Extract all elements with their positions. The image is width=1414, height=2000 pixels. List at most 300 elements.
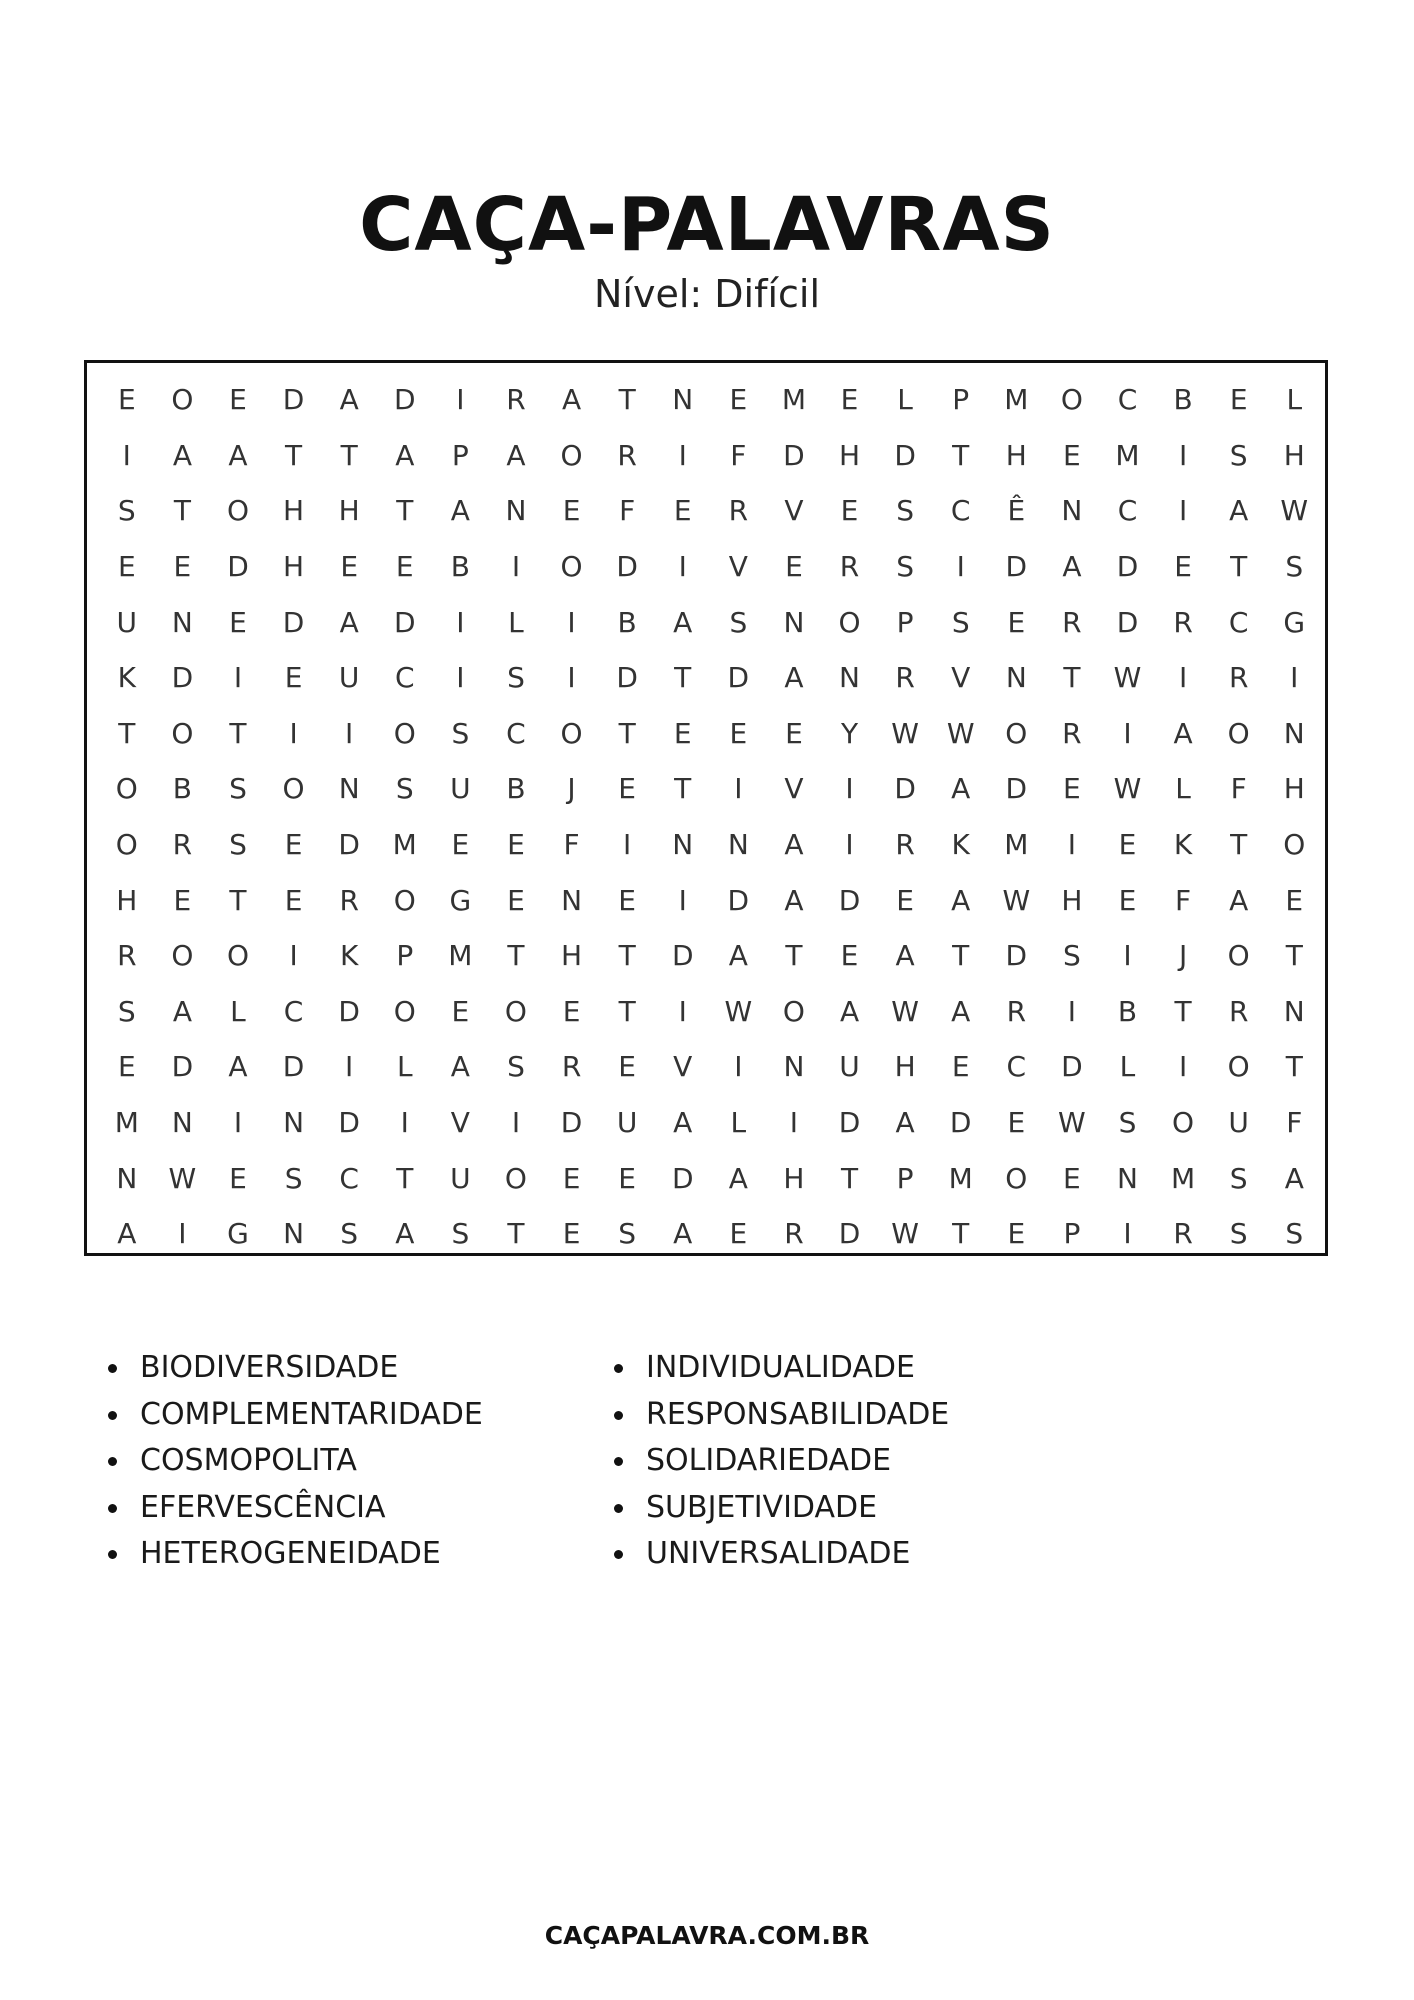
grid-letter: T <box>507 939 525 973</box>
grid-letter: I <box>678 994 687 1028</box>
grid-letter: A <box>784 883 804 917</box>
grid-letter: A <box>673 1217 693 1251</box>
grid-letter: L <box>897 383 913 417</box>
grid-letter: P <box>952 383 970 417</box>
grid-letter: I <box>567 605 576 639</box>
grid-letter: A <box>951 772 971 806</box>
grid-letter: I <box>1178 661 1188 695</box>
grid-letter: D <box>1005 772 1028 806</box>
grid-letter: T <box>229 883 247 917</box>
grid-letter: E <box>229 383 247 417</box>
grid-letter: W <box>891 1217 919 1251</box>
grid-letter: N <box>672 383 694 417</box>
grid-letter: D <box>727 661 750 695</box>
grid-letter: S <box>1285 550 1304 584</box>
grid-letter: A <box>228 438 248 472</box>
grid-letter: H <box>838 438 861 472</box>
grid-letter: T <box>785 939 803 973</box>
grid-letter: R <box>895 828 915 862</box>
grid-letter: D <box>894 438 916 472</box>
grid-letter: I <box>1178 494 1188 528</box>
grid-letter: B <box>1173 383 1193 417</box>
grid-letter: D <box>838 1106 861 1140</box>
grid-letter: R <box>117 939 137 973</box>
grid-letter: R <box>1228 994 1249 1028</box>
word-list-item: RESPONSABILIDADE <box>612 1392 949 1439</box>
grid-letter: A <box>951 994 971 1028</box>
grid-letter: L <box>230 994 246 1028</box>
grid-letter: D <box>616 661 638 695</box>
grid-letter: R <box>839 550 860 584</box>
grid-letter: L <box>1119 1050 1136 1084</box>
word-list-item: COSMOPOLITA <box>106 1438 483 1485</box>
grid-letter: T <box>840 1161 859 1195</box>
grid-letter: H <box>283 550 305 584</box>
grid-letter: H <box>116 883 138 917</box>
grid-letter: T <box>173 494 191 528</box>
grid-letter: N <box>505 494 527 528</box>
grid-letter: A <box>728 939 748 973</box>
grid-letter: W <box>1058 1106 1086 1140</box>
grid-letter: U <box>450 1161 471 1195</box>
grid-letter: O <box>504 1161 527 1195</box>
grid-letter: V <box>450 1106 470 1140</box>
grid-letter: E <box>729 716 748 750</box>
grid-letter: A <box>1062 550 1082 584</box>
grid-letter: R <box>895 661 915 695</box>
grid-letter: E <box>1007 605 1026 639</box>
grid-letter: B <box>617 605 637 639</box>
word-list-item: SUBJETIVIDADE <box>612 1485 949 1532</box>
grid-letter: S <box>229 772 247 806</box>
grid-letter: A <box>895 1106 915 1140</box>
grid-letter: E <box>173 883 192 917</box>
grid-letter: I <box>233 1106 243 1140</box>
grid-letter: A <box>951 883 971 917</box>
grid-letter: T <box>952 438 970 472</box>
grid-letter: I <box>567 661 576 695</box>
grid-letter: A <box>784 661 804 695</box>
grid-letter: R <box>1228 661 1249 695</box>
grid-letter: O <box>115 828 138 862</box>
grid-letter: B <box>1117 994 1138 1028</box>
difficulty-level: Nível: Difícil <box>593 272 821 316</box>
grid-letter: B <box>172 772 192 806</box>
grid-letter: R <box>506 383 526 417</box>
grid-letter: N <box>1283 994 1305 1028</box>
grid-letter: W <box>1280 494 1309 528</box>
grid-letter: O <box>782 994 805 1028</box>
grid-letter: R <box>1006 994 1027 1028</box>
grid-letter: C <box>506 716 526 750</box>
grid-letter: D <box>282 383 305 417</box>
grid-letter: D <box>616 550 638 584</box>
grid-letter: E <box>117 550 136 584</box>
grid-letter: D <box>671 1161 694 1195</box>
grid-letter: T <box>618 994 636 1028</box>
grid-letter: I <box>289 716 298 750</box>
grid-letter: E <box>1007 1106 1026 1140</box>
grid-letter: A <box>506 438 526 472</box>
grid-letter: D <box>171 661 194 695</box>
grid-letter: S <box>1063 939 1081 973</box>
grid-letter: T <box>618 383 636 417</box>
grid-letter: O <box>1227 939 1250 973</box>
grid-letter: E <box>1118 883 1137 917</box>
grid-letter: F <box>1286 1106 1303 1140</box>
grid-letter: K <box>1173 828 1193 862</box>
grid-letter: E <box>618 1161 636 1195</box>
grid-letter: T <box>340 438 358 472</box>
grid-letter: W <box>1113 772 1142 806</box>
grid-letter: D <box>783 438 805 472</box>
grid-letter: G <box>449 883 472 917</box>
grid-letter: O <box>1227 1050 1250 1084</box>
grid-letter: D <box>671 939 694 973</box>
grid-letter: A <box>673 605 693 639</box>
grid-letter: L <box>1175 772 1191 806</box>
grid-letter: T <box>1230 828 1248 862</box>
word-list-column-2 <box>612 1345 949 1578</box>
grid-letter: M <box>114 1106 139 1140</box>
grid-letter: O <box>1005 716 1028 750</box>
grid-letter: D <box>338 994 360 1028</box>
grid-letter: I <box>734 1050 743 1084</box>
grid-letter: G <box>227 1217 249 1251</box>
grid-letter: L <box>508 605 524 639</box>
grid-letter: I <box>1178 438 1188 472</box>
grid-letter: A <box>561 383 582 417</box>
grid-letter: S <box>1118 1106 1137 1140</box>
grid-letter: T <box>507 1217 525 1251</box>
grid-letter: O <box>1172 1106 1195 1140</box>
grid-letter: N <box>783 1050 805 1084</box>
grid-letter: N <box>783 605 805 639</box>
grid-letter: A <box>1284 1161 1304 1195</box>
grid-letter: D <box>282 605 305 639</box>
grid-letter: H <box>1283 772 1305 806</box>
grid-letter: D <box>560 1106 583 1140</box>
grid-letter: I <box>1123 939 1132 973</box>
grid-letter: E <box>117 383 136 417</box>
grid-letter: R <box>784 1217 804 1251</box>
grid-letter: S <box>451 1217 470 1251</box>
grid-letter: D <box>338 1106 360 1140</box>
grid-letter: S <box>340 1217 359 1251</box>
grid-letter: I <box>678 883 687 917</box>
grid-letter: A <box>673 1106 693 1140</box>
grid-letter: A <box>895 939 915 973</box>
grid-letter: O <box>504 994 527 1028</box>
grid-letter: V <box>728 550 748 584</box>
grid-letter: N <box>283 1106 305 1140</box>
grid-letter: N <box>116 1161 138 1195</box>
grid-letter: U <box>116 605 138 639</box>
grid-letter: W <box>724 994 753 1028</box>
grid-letter: O <box>393 716 416 750</box>
grid-letter: E <box>1007 1217 1026 1251</box>
grid-letter: K <box>339 939 359 973</box>
grid-letter: R <box>617 438 637 472</box>
grid-letter: T <box>1285 939 1303 973</box>
grid-letter: U <box>1228 1106 1249 1140</box>
grid-letter: S <box>1229 1161 1248 1195</box>
grid-letter: E <box>1063 1161 1081 1195</box>
grid-letter: O <box>282 772 305 806</box>
grid-letter: I <box>1067 994 1077 1028</box>
grid-letter: S <box>451 716 470 750</box>
grid-letter: T <box>618 716 636 750</box>
grid-letter: M <box>448 939 473 973</box>
grid-letter: A <box>172 994 192 1028</box>
grid-letter: S <box>618 1217 637 1251</box>
grid-letter: D <box>1005 550 1028 584</box>
grid-letter: T <box>618 939 636 973</box>
grid-letter: O <box>393 883 416 917</box>
grid-letter: W <box>168 1161 197 1195</box>
grid-letter: O <box>171 716 194 750</box>
grid-letter: E <box>507 828 525 862</box>
grid-letter: M <box>392 828 417 862</box>
grid-letter: S <box>1229 1217 1248 1251</box>
grid-letter: I <box>1290 661 1299 695</box>
grid-letter: I <box>345 716 354 750</box>
grid-letter: H <box>338 494 360 528</box>
grid-letter: E <box>618 883 636 917</box>
grid-letter: N <box>672 828 694 862</box>
grid-letter: O <box>171 939 194 973</box>
grid-letter: N <box>1283 716 1305 750</box>
grid-letter: I <box>789 1106 799 1140</box>
grid-letter: W <box>891 994 919 1028</box>
grid-letter: D <box>393 383 416 417</box>
grid-letter: I <box>1067 828 1077 862</box>
grid-letter: I <box>1178 1050 1188 1084</box>
grid-letter: E <box>729 1217 748 1251</box>
grid-letter: M <box>781 383 806 417</box>
grid-letter: N <box>338 772 360 806</box>
grid-letter: F <box>730 438 747 472</box>
grid-letter: E <box>785 550 803 584</box>
word-list-item: COMPLEMENTARIDADE <box>106 1392 483 1439</box>
grid-letter: A <box>395 438 415 472</box>
grid-letter: S <box>951 605 970 639</box>
grid-letter: E <box>284 661 303 695</box>
grid-letter: B <box>450 550 470 584</box>
grid-letter: F <box>563 828 580 862</box>
letter-grid <box>99 372 1322 1262</box>
grid-letter: E <box>1063 772 1081 806</box>
grid-letter: N <box>171 1106 193 1140</box>
grid-letter: C <box>950 494 971 528</box>
grid-letter: P <box>451 438 469 472</box>
grid-letter: A <box>339 383 359 417</box>
page-title: CAÇA-PALAVRAS <box>359 182 1055 268</box>
grid-letter: E <box>1063 438 1081 472</box>
grid-letter: D <box>727 883 750 917</box>
grid-letter: E <box>340 550 359 584</box>
grid-letter: P <box>896 1161 914 1195</box>
grid-letter: T <box>285 438 303 472</box>
grid-letter: E <box>1285 883 1304 917</box>
grid-letter: E <box>562 494 581 528</box>
grid-letter: U <box>839 1050 860 1084</box>
grid-letter: I <box>122 438 131 472</box>
grid-letter: F <box>1175 883 1192 917</box>
grid-letter: T <box>674 772 692 806</box>
grid-letter: I <box>345 1050 354 1084</box>
grid-letter: R <box>339 883 359 917</box>
grid-letter: B <box>506 772 526 806</box>
grid-letter: E <box>618 772 636 806</box>
grid-letter: T <box>118 716 136 750</box>
grid-letter: I <box>1123 1217 1132 1251</box>
grid-letter: S <box>507 661 525 695</box>
grid-letter: O <box>560 716 583 750</box>
grid-letter: L <box>730 1106 747 1140</box>
grid-letter: N <box>283 1217 305 1251</box>
grid-letter: H <box>561 939 583 973</box>
grid-letter: S <box>729 605 748 639</box>
grid-letter: D <box>838 883 861 917</box>
grid-letter: N <box>171 605 193 639</box>
grid-letter: I <box>456 661 465 695</box>
grid-letter: E <box>562 1161 581 1195</box>
grid-letter: Y <box>840 716 859 750</box>
grid-letter: E <box>896 883 914 917</box>
grid-letter: I <box>511 1106 521 1140</box>
grid-letter: N <box>839 661 860 695</box>
grid-letter: Ê <box>1007 494 1026 528</box>
grid-letter: O <box>1060 383 1083 417</box>
grid-letter: E <box>229 605 247 639</box>
grid-letter: M <box>1004 828 1029 862</box>
grid-letter: E <box>840 494 859 528</box>
grid-letter: T <box>952 1217 970 1251</box>
grid-letter: O <box>226 939 249 973</box>
grid-letter: E <box>284 828 303 862</box>
grid-letter: E <box>173 550 192 584</box>
grid-letter: I <box>456 383 465 417</box>
grid-letter: O <box>226 494 249 528</box>
grid-letter: O <box>560 438 583 472</box>
grid-letter: T <box>1174 994 1192 1028</box>
grid-letter: O <box>560 550 583 584</box>
grid-letter: N <box>1005 661 1027 695</box>
grid-letter: P <box>1063 1217 1081 1251</box>
word-list-item: SOLIDARIEDADE <box>612 1438 949 1485</box>
grid-letter: E <box>673 494 692 528</box>
grid-letter: U <box>450 772 471 806</box>
grid-letter: H <box>1283 438 1305 472</box>
grid-letter: O <box>1227 716 1250 750</box>
grid-letter: D <box>838 1217 861 1251</box>
grid-letter: A <box>839 994 860 1028</box>
grid-letter: R <box>1173 1217 1193 1251</box>
grid-letter: W <box>1002 883 1031 917</box>
grid-letter: S <box>507 1050 525 1084</box>
grid-letter: N <box>1117 1161 1138 1195</box>
grid-letter: C <box>1117 383 1138 417</box>
grid-letter: A <box>395 1217 415 1251</box>
grid-letter: D <box>338 828 360 862</box>
grid-letter: E <box>229 1161 247 1195</box>
grid-letter: V <box>784 772 804 806</box>
grid-letter: M <box>948 1161 973 1195</box>
grid-letter: T <box>1230 550 1248 584</box>
grid-letter: S <box>117 994 136 1028</box>
word-list-item: HETEROGENEIDADE <box>106 1531 483 1578</box>
grid-letter: L <box>1286 383 1303 417</box>
grid-letter: A <box>339 605 359 639</box>
grid-letter: S <box>896 494 914 528</box>
grid-letter: G <box>1283 605 1306 639</box>
grid-letter: I <box>678 438 687 472</box>
grid-letter: T <box>952 939 970 973</box>
grid-letter: I <box>1123 716 1132 750</box>
grid-letter: D <box>949 1106 972 1140</box>
grid-letter: N <box>1061 494 1083 528</box>
grid-letter: H <box>894 1050 916 1084</box>
grid-letter: R <box>728 494 749 528</box>
grid-letter: E <box>1229 383 1248 417</box>
grid-letter: I <box>289 939 298 973</box>
grid-letter: M <box>1115 438 1140 472</box>
grid-letter: A <box>784 828 804 862</box>
grid-letter: H <box>783 1161 805 1195</box>
grid-letter: A <box>1173 716 1193 750</box>
grid-letter: C <box>339 1161 359 1195</box>
grid-letter: H <box>1005 438 1027 472</box>
grid-letter: S <box>229 828 247 862</box>
grid-letter: J <box>1178 939 1188 973</box>
grid-letter: E <box>951 1050 970 1084</box>
grid-letter: S <box>1229 438 1248 472</box>
grid-letter: O <box>838 605 861 639</box>
grid-letter: P <box>396 939 414 973</box>
grid-letter: O <box>1283 828 1306 862</box>
word-search-grid-frame <box>84 360 1328 1256</box>
grid-letter: I <box>233 661 243 695</box>
grid-letter: J <box>567 772 576 806</box>
grid-letter: R <box>1062 605 1082 639</box>
grid-letter: W <box>1113 661 1142 695</box>
grid-letter: I <box>623 828 632 862</box>
grid-letter: T <box>1285 1050 1303 1084</box>
grid-letter: T <box>396 494 414 528</box>
grid-letter: V <box>951 661 971 695</box>
grid-letter: I <box>678 550 687 584</box>
grid-letter: C <box>1228 605 1249 639</box>
word-list-item: UNIVERSALIDADE <box>612 1531 949 1578</box>
grid-letter: T <box>396 1161 414 1195</box>
grid-letter: H <box>1061 883 1083 917</box>
grid-letter: E <box>840 939 859 973</box>
grid-letter: I <box>456 605 465 639</box>
grid-letter: N <box>561 883 583 917</box>
grid-letter: A <box>1229 883 1249 917</box>
grid-letter: A <box>228 1050 248 1084</box>
grid-letter: O <box>1005 1161 1028 1195</box>
grid-letter: P <box>896 605 914 639</box>
word-list-item: INDIVIDUALIDADE <box>612 1345 949 1392</box>
grid-letter: E <box>1174 550 1192 584</box>
grid-letter: A <box>450 1050 470 1084</box>
grid-letter: E <box>840 383 859 417</box>
word-list-item: BIODIVERSIDADE <box>106 1345 483 1392</box>
grid-letter: T <box>1063 661 1081 695</box>
word-list-item: EFERVESCÊNCIA <box>106 1485 483 1532</box>
